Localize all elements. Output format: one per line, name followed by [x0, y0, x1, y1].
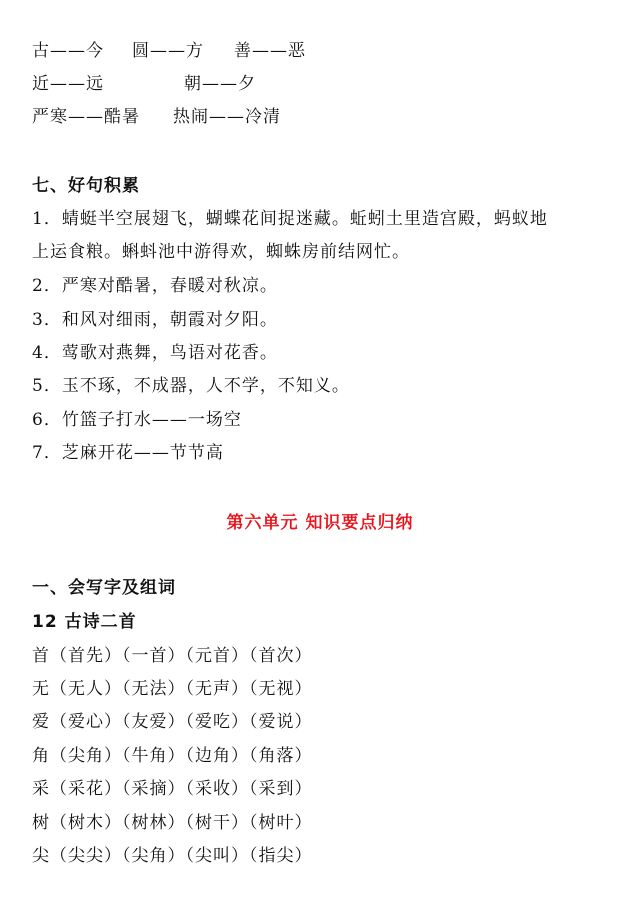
- antonym-pair: 热闹——冷清: [173, 107, 281, 127]
- antonym-pair: 圆——方: [132, 41, 204, 61]
- word-group-row: 首（首先）（一首）（元首）（首次）: [32, 646, 313, 666]
- sentence-item: 6．竹篮子打水——一场空: [32, 410, 242, 430]
- antonym-pair: 严寒——酷暑: [32, 107, 140, 127]
- antonym-pair: 古——今: [32, 41, 104, 61]
- antonym-pair: 近——远: [32, 74, 104, 94]
- word-group-row: 角（尖角）（牛角）（边角）（角落）: [32, 746, 313, 766]
- section-heading: 七、好句积累: [32, 176, 140, 196]
- word-group-row: 无（无人）（无法）（无声）（无视）: [32, 679, 313, 699]
- unit-title: 第六单元 知识要点归纳: [226, 513, 414, 533]
- word-group-row: 爱（爱心）（友爱）（爱吃）（爱说）: [32, 712, 313, 732]
- sentence-item: 2．严寒对酷暑，春暖对秋凉。: [32, 276, 278, 296]
- antonym-pair: 朝——夕: [184, 74, 256, 94]
- word-group-row: 树（树木）（树林）（树干）（树叶）: [32, 813, 313, 833]
- sentence-item: 4．莺歌对燕舞，鸟语对花香。: [32, 343, 278, 363]
- antonym-pair: 善——恶: [234, 41, 306, 61]
- sentence-item: 5．玉不琢，不成器，人不学，不知义。: [32, 376, 350, 396]
- sentence-item: 7．芝麻开花——节节高: [32, 443, 224, 463]
- word-group-row: 采（采花）（采摘）（采收）（采到）: [32, 779, 313, 799]
- sentence-item: 3．和风对细雨，朝霞对夕阳。: [32, 310, 278, 330]
- lesson-heading: 12 古诗二首: [32, 612, 137, 632]
- sentence-item: 上运食粮。蝌蚪池中游得欢，蜘蛛房前结网忙。: [32, 242, 410, 262]
- word-group-row: 尖（尖尖）（尖角）（尖叫）（指尖）: [32, 846, 313, 866]
- section-heading: 一、会写字及组词: [32, 578, 176, 598]
- sentence-item: 1．蜻蜓半空展翅飞，蝴蝶花间捉迷藏。蚯蚓土里造宫殿，蚂蚁地: [32, 209, 548, 229]
